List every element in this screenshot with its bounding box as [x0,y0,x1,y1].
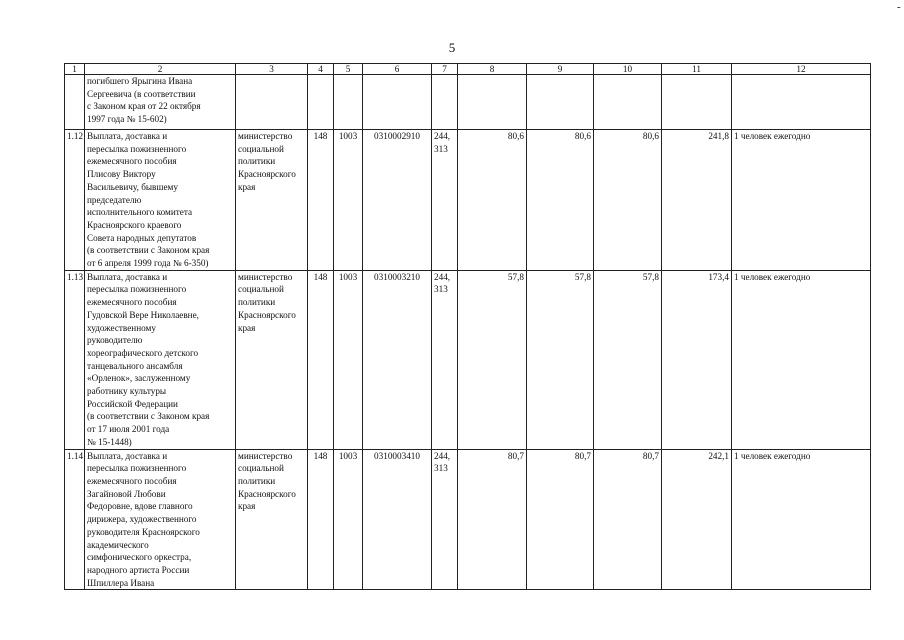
header-cell: 5 [334,64,363,75]
row-code-5: 1003 [334,130,363,271]
row-code-5: 1003 [334,270,363,449]
header-cell: 2 [85,64,236,75]
row-number: 1.14 [65,449,85,590]
table-row [65,130,871,271]
row-code-4: 148 [308,130,334,271]
table-row [65,449,871,590]
page-number: 5 [448,40,456,55]
budget-table [64,63,871,590]
row-value-9: 57,8 [527,270,594,449]
row-code-7: 244, 313 [432,130,458,271]
header-cell: 9 [527,64,594,75]
row-note: 1 человек ежегодно [732,130,871,271]
table-row [65,75,871,130]
row-value-9: 80,7 [527,449,594,590]
row-organization [236,75,308,130]
row-value-11: 241,8 [662,130,732,271]
header-cell: 3 [236,64,308,75]
header-cell: 8 [458,64,527,75]
row-value-8: 80,7 [458,449,527,590]
row-code-7: 244, 313 [432,449,458,590]
row-value-10: 80,7 [594,449,662,590]
row-description: погибшего Ярыгина Ивана Сергеевича (в соответствии с Законом края от 22 октября 1997 года № 15-602) [85,75,236,130]
row-note: 1 человек ежегодно [732,270,871,449]
table-row [65,270,871,449]
row-value-8: 80,6 [458,130,527,271]
row-value-8 [458,75,527,130]
row-value-10: 80,6 [594,130,662,271]
row-code-4 [308,75,334,130]
header-cell: 11 [662,64,732,75]
row-note: 1 человек ежегодно [732,449,871,590]
row-code-6 [363,75,432,130]
row-description: Выплата, доставка и пересылка пожизненного ежемесячного пособия Плисову Виктору Васильевичу, бывшему председателю исполнительного комитета Красноярского краевого Совета народных депутатов (в соответствии с Законом края от 6 апреля 1999 года № 6-350) [85,130,236,271]
header-cell: 7 [432,64,458,75]
row-number [65,75,85,130]
row-description: Выплата, доставка и пересылка пожизненного ежемесячного пособия Гудовской Вере Николаевне, художественному руководителю хореографического детского танцевального ансамбля «Орленок», заслуженному работнику культуры Российской Федерации (в соответствии с Законом края от 17 июля 2001 года № 15-1448) [85,270,236,449]
row-code-7 [432,75,458,130]
row-code-6: 0310003210 [363,270,432,449]
row-note [732,75,871,130]
header-cell: 4 [308,64,334,75]
row-code-6: 0310003410 [363,449,432,590]
row-code-7: 244, 313 [432,270,458,449]
table-header-row [65,64,871,75]
row-value-11: 173,4 [662,270,732,449]
row-organization: министерство социальной политики Красноярского края [236,449,308,590]
header-cell: 6 [363,64,432,75]
header-cell: 1 [65,64,85,75]
row-organization: министерство социальной политики Красноярского края [236,270,308,449]
row-value-10: 57,8 [594,270,662,449]
row-code-5: 1003 [334,449,363,590]
row-code-4: 148 [308,449,334,590]
row-code-6: 0310002910 [363,130,432,271]
row-value-11 [662,75,732,130]
row-number: 1.12 [65,130,85,271]
row-value-9: 80,6 [527,130,594,271]
row-value-11: 242,1 [662,449,732,590]
row-value-9 [527,75,594,130]
row-value-8: 57,8 [458,270,527,449]
row-organization: министерство социальной политики Красноярского края [236,130,308,271]
row-description: Выплата, доставка и пересылка пожизненного ежемесячного пособия Загайновой Любови Федоровне, вдове главного дирижера, художественного руководителя Красноярского академического симфонического оркестра, народного артиста России Шпиллера Ивана [85,449,236,590]
row-number: 1.13 [65,270,85,449]
row-value-10 [594,75,662,130]
header-cell: 12 [732,64,871,75]
stray-mark: - [897,1,901,13]
row-code-4: 148 [308,270,334,449]
header-cell: 10 [594,64,662,75]
row-code-5 [334,75,363,130]
